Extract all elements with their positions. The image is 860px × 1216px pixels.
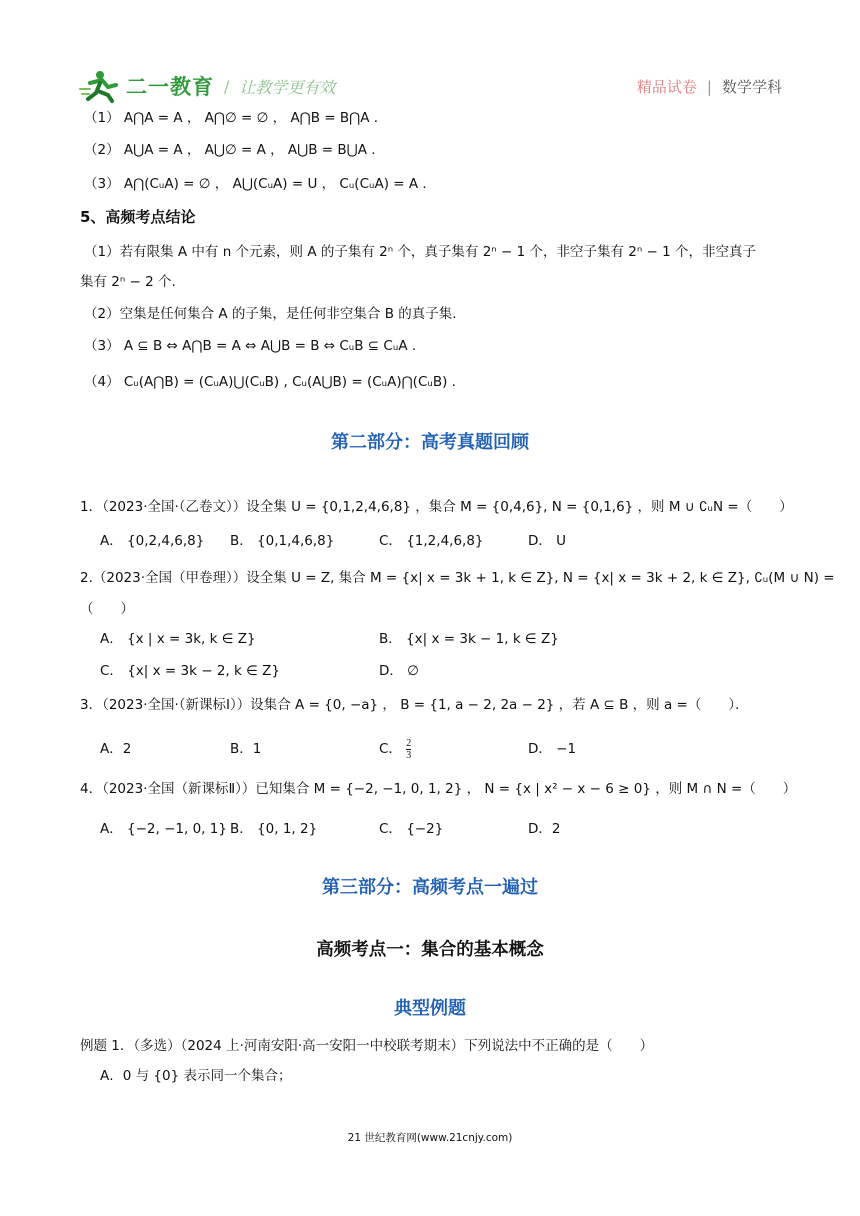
question-2-stem: 2.（2023·全国（甲卷理））设全集 U = Z, 集合 M = {x| x = 3k + 1, k ∈ Z}, N = {x| x = 3k + 2, k ∈ Z}, ∁ᵤ(M ∪ N) = <box>80 570 835 586</box>
property-1: （1） A⋂A = A ， A⋂∅ = ∅ ， A⋂B = B⋂A . <box>84 110 379 126</box>
property-2: （2） A⋃A = A ， A⋃∅ = A ， A⋃B = B⋃A . <box>84 142 376 158</box>
conclusion-4: （4） Cᵤ(A⋂B) = (CᵤA)⋃(CᵤB) , Cᵤ(A⋃B) = (CᵤA)⋂(CᵤB) . <box>84 374 456 390</box>
q3-option-d: D． −1 <box>528 741 577 757</box>
logo-text: 二一教育 <box>126 75 214 99</box>
header-tags <box>637 76 782 97</box>
fraction-two-thirds: $\frac{2}{3}$ <box>406 737 412 761</box>
example-1-option-a: A．0 与 {0} 表示同一个集合； <box>100 1068 292 1084</box>
conclusion-1: （1）若有限集 A 中有 n 个元素，则 A 的子集有 2ⁿ 个，真子集有 2ⁿ − 1 个，非空子集有 2ⁿ − 1 个，非空真子 <box>84 244 756 260</box>
header-brand <box>78 68 335 104</box>
q1-option-c: C． {1,2,4,6,8} <box>379 533 484 549</box>
slogan: 让教学更有效 <box>239 77 336 97</box>
conclusion-2: （2）空集是任何集合 A 的子集，是任何非空集合 B 的真子集. <box>84 306 457 322</box>
question-4-stem: 4．（2023·全国（新课标Ⅱ））已知集合 M = {−2, −1, 0, 1, 2} ， N = {x | x² − x − 6 ≥ 0} ，则 M ∩ N =（ ） <box>80 781 797 797</box>
conclusion-1-cont: 集有 2ⁿ − 2 个. <box>80 274 176 290</box>
section5-heading: 5、高频考点结论 <box>80 208 196 226</box>
header-slash: / <box>224 76 230 96</box>
header-divider: | <box>706 78 712 96</box>
q4-option-c: C． {−2} <box>379 821 444 837</box>
q1-option-a: A． {0,2,4,6,8} <box>100 533 205 549</box>
page-footer: 21 世纪教育网(www.21cnjy.com) <box>347 1132 513 1144</box>
part3-title: 第三部分：高频考点一遍过 <box>322 877 538 898</box>
q1-option-b: B． {0,1,4,6,8} <box>230 533 335 549</box>
question-1-stem: 1．（2023·全国·（乙卷文））设全集 U = {0,1,2,4,6,8} ，集合 M = {0,4,6}, N = {0,1,6} ，则 M ∪ ∁ᵤN =（ ） <box>80 499 793 515</box>
q3-option-b: B．1 <box>230 741 262 757</box>
question-2-paren: （ ） <box>80 601 134 617</box>
subject-tag: 数学学科 <box>721 78 782 96</box>
q2-option-c: C． {x| x = 3k − 2, k ∈ Z} <box>100 663 280 679</box>
q4-option-d: D．2 <box>528 821 561 837</box>
q2-option-b: B． {x| x = 3k − 1, k ∈ Z} <box>379 631 559 647</box>
runner-logo-icon <box>78 69 122 103</box>
q2-option-a: A． {x | x = 3k, k ∈ Z} <box>100 631 256 647</box>
q4-option-a: A． {−2, −1, 0, 1} <box>100 821 227 837</box>
examples-title: 典型例题 <box>394 998 466 1019</box>
property-3: （3） A⋂(CᵤA) = ∅ ， A⋃(CᵤA) = U ， Cᵤ(CᵤA) = A . <box>84 176 427 192</box>
conclusion-3: （3） A ⊆ B ⇔ A⋂B = A ⇔ A⋃B = B ⇔ CᵤB ⊆ CᵤA . <box>84 338 417 354</box>
q2-option-d: D． ∅ <box>379 663 419 679</box>
topic-1-title: 高频考点一：集合的基本概念 <box>316 940 544 960</box>
q4-option-b: B． {0, 1, 2} <box>230 821 318 837</box>
part2-title: 第二部分：高考真题回顾 <box>331 432 529 453</box>
question-3-stem: 3．（2023·全国·（新课标Ⅰ））设集合 A = {0, −a} ， B = {1, a − 2, 2a − 2} ，若 A ⊆ B ，则 a =（ ）． <box>80 697 749 713</box>
q1-option-d: D． U <box>528 533 567 549</box>
premium-tag: 精品试卷 <box>636 78 697 96</box>
q3-option-c: C． $\frac{2}{3}$ <box>379 737 412 761</box>
q3-option-a: A．2 <box>100 741 132 757</box>
example-1-stem: 例题 1．（多选）（2024 上·河南安阳·高一安阳一中校联考期末）下列说法中不正确的是（ ） <box>80 1038 654 1054</box>
